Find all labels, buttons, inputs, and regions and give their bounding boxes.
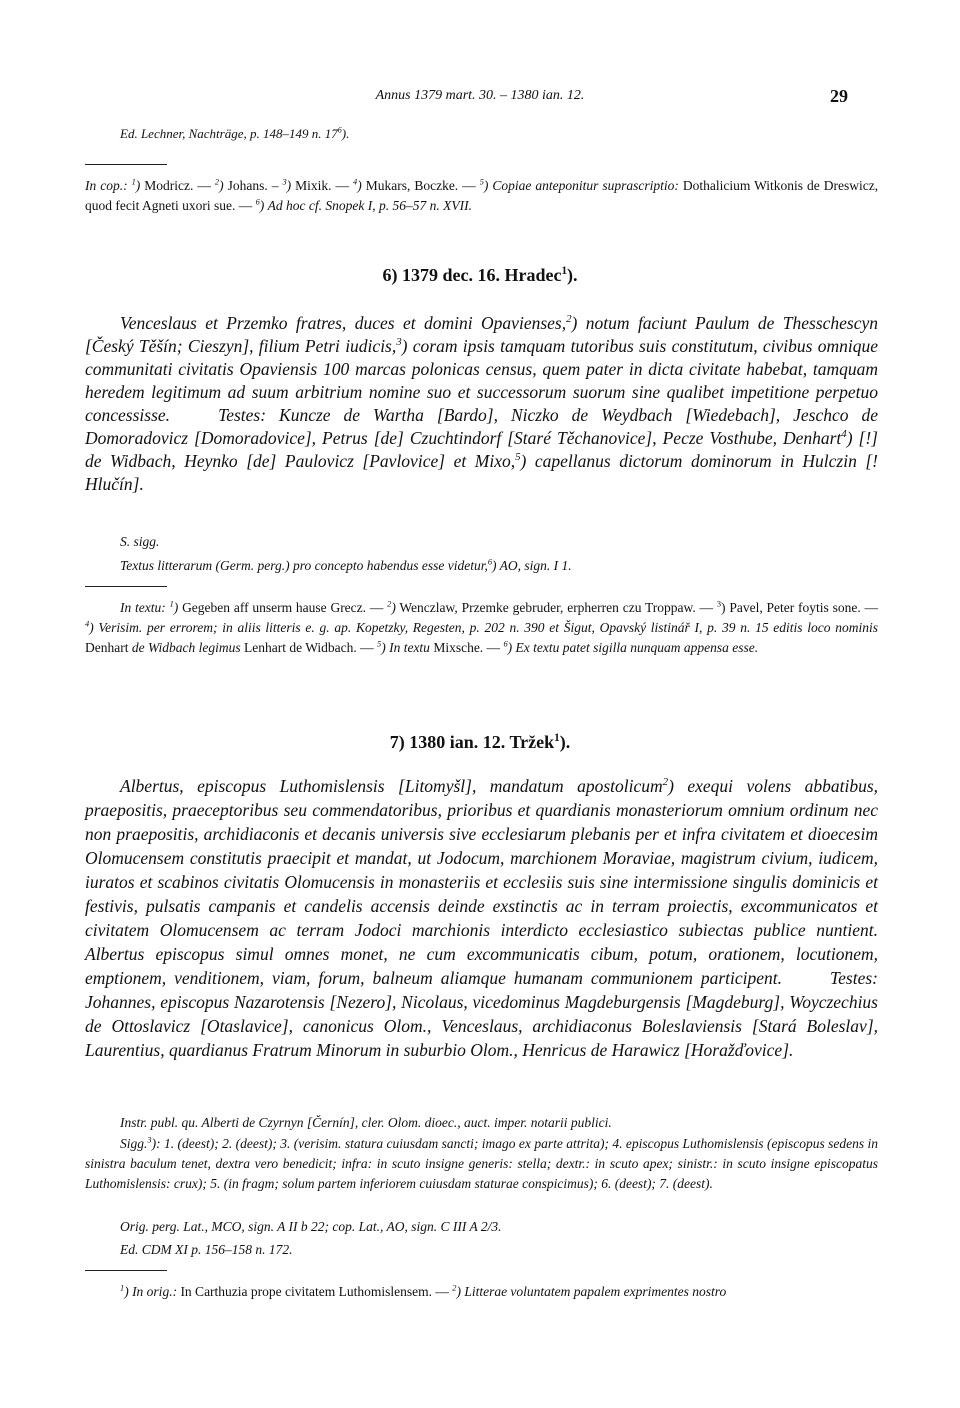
document-body: Albertus, episcopus Luthomislensis [Litomyšl], mandatum apostolicum$^2$) exequi volens abbatibus, praepositis, praeceptoribus seu commendatoribus, prioribus et quardianis monasteriorum omnium ordinum nec non praepositis, archidiaconis et decanis universis sive ecclesiarum plebanis per et infra civitatem et dioecesim Olomucensem constitutis praecipit et mandat, ut Jodocum, marchionem Moraviae, magistrum civium, iudicem, iuratos et scabinos civitatis Olomucensis in monasteriis et ecclesiis suis sine intermissione singulis dominicis et festivis, pulsatis campanis et candelis accensis deinde exstinctis ac in terram proiectis, excommunicatos et civitatem Olomucensem ac terram Jodoci marchionis interdicto ecclesiastico subiectas publice nuntient. Albertus episcopus simul omnes monet, ne cum excommunicatis cibum, potum, orationem, locutionem, emptionem, venditionem, viam, forum, balneum aliamque humanam communionem participent. Testes: Johannes, episcopus Nazarotensis [Nezero], Nicolaus, vicedominus Magdeburgensis [Magdeburg], Woyczechius de Ottoslavicz [Otaslavice], canonicus Olom., Venceslaus, archidiaconus Boleslaviensis [Stará Boleslav], Laurentius, quardianus Fratrum Minorum in suburbio Olom., Henricus de Harawicz [Horažďovice].	[85, 776, 879, 1060]
footnote-marker: 3	[396, 336, 402, 349]
running-head: Annus 1379 mart. 30. – 1380 ian. 12.	[375, 88, 585, 103]
witnesses-text: Testes: Johannes, episcopus Nazarotensis [Nezero], Nicolaus, vicedominus Magdeburgensis [Magdeburg], Woyczechius de Ottoslavicz [Otaslavice], canonicus Olom., Venceslaus, archidiaconus Boleslaviensis [Stará Boleslav], Laurentius, quardianus Fratrum Minorum in suburbio Olom., Henricus de Harawicz [Horažďovice].	[85, 968, 878, 1060]
footnote-text: In Carthuzia prope civitatem Luthomislensem. —	[180, 1284, 449, 1299]
footnote-divider	[85, 1270, 167, 1271]
footnote-lead: In cop.:	[85, 178, 128, 193]
instrument-note: Instr. publ. qu. Alberti de Czyrnyn [Černín], cler. Olom. dioec., auct. imper. notarii publici.	[120, 1115, 612, 1130]
footnote-marker: 2	[387, 599, 392, 609]
footnote-text: Ex textu patet sigilla nunquam appensa esse.	[515, 640, 759, 655]
footnote-text: Gegeben aff unserm hause Grecz. —	[182, 600, 384, 615]
footnotes-document-7: $^1$) In orig.: In Carthuzia prope civitatem Luthomislensem. — $^2$) Litterae voluntatem papalem exprimentes nostro	[120, 1283, 727, 1299]
footnote-text: Johans. –	[227, 178, 279, 193]
edition-reference	[120, 126, 349, 142]
heading-end: ).	[567, 265, 578, 285]
document-heading	[0, 732, 960, 753]
edition-reference: Ed. CDM XI p. 156–158 n. 172.	[120, 1242, 293, 1257]
heading-text: 7) 1380 ian. 12. Tržek	[389, 732, 555, 752]
footnote-marker: 1	[561, 265, 568, 277]
footnote-lead: In orig.:	[132, 1284, 178, 1299]
body-text: exequi volens abbatibus, praepositis, praeceptoribus seu commendatoribus, prioribus et quardianis monasteriorum omnium ordinum nec non praepositis, archidiaconis et decanis universis sive ecclesiarum plebanis per et infra civitatem et dioecesim Olomucensem constitutis praecipit et mandat, ut Jodocum, marchionem Moraviae, magistrum civium, iudicem, iuratos et scabinos civitatis Olomucensis in monasteriis et ecclesiis suis sine intermissione singulis dominicis et festivis, pulsatis campanis et candelis accensis deinde exstinctis ac in terram proiectis, excommunicatos et civitatem Olomucensem ac terram Jodoci marchionis interdicto ecclesiastico subiectas publice nuntient. Albertus episcopus simul omnes monet, ne cum excommunicatis cibum, potum, orationem, locutionem, emptionem, venditionem, viam, forum, balneum aliamque humanam communionem participent.	[85, 776, 879, 988]
body-text: Albertus, episcopus Luthomislensis [Litomyšl], mandatum apostolicum	[120, 776, 663, 796]
footnote-marker: 1	[169, 599, 174, 609]
footnote-text: In textu	[389, 640, 430, 655]
footnote-marker: 6	[487, 557, 493, 567]
footnote-divider	[85, 586, 167, 587]
footnote-text: Litterae voluntatem papalem exprimentes nostro	[464, 1284, 727, 1299]
seals-label: Sigg.	[120, 1136, 148, 1151]
footnote-marker: 5	[515, 451, 521, 464]
footnote-text: Verisim. per errorem; in aliis litteris e. g. ap. Kopetzky, Regesten, p. 202 n. 390 et Šigut, Opavský listinář I, p. 39 n. 15 editis loco nominis	[98, 620, 878, 635]
footnote-text: Copiae anteponitur suprascriptio:	[492, 178, 679, 193]
footnote-text: Lenhart de Widbach. —	[243, 640, 374, 655]
seal-note: S. sigg.	[120, 534, 160, 549]
footnotes-document-6: In textu: $^1$) Gegeben aff unserm hause Grecz. — $^2$) Wenczlaw, Przemke gebruder, erpherren czu Troppaw. — $^3$) Pavel, Peter foytis sone. — $^4$) Verisim. per errorem; in aliis litteris e. g. ap. Kopetzky, Regesten, p. 202 n. 390 et Šigut, Opavský listinář I, p. 39 n. 15 editis loco nominis Denhart de Widbach legimus Lenhart de Widbach. — $^5$) In textu Mixsche. — $^6$) Ex textu patet sigilla nunquam appensa esse.	[85, 599, 878, 655]
text-note: Textus litterarum (Germ. perg.) pro concepto habendus esse videtur,$^6$) AO, sign. I 1.	[120, 557, 572, 573]
footnote-marker: 3	[716, 599, 722, 609]
footnote-marker: 2	[452, 1283, 457, 1293]
witnesses-text: capellanus dictorum dominorum in Hulczin [! Hlučín].	[85, 451, 878, 494]
edition-reference-end: ).	[341, 126, 350, 141]
original-reference: Orig. perg. Lat., MCO, sign. A II b 22; cop. Lat., AO, sign. C III A 2/3.	[120, 1219, 502, 1234]
footnote-text: Modricz. —	[144, 178, 211, 193]
footnote-marker: 1	[554, 732, 560, 744]
footnote-text: de Widbach legimus	[131, 640, 241, 655]
footnote-text: Denhart	[85, 640, 129, 655]
footnote-text: Pavel, Peter foytis sone. —	[729, 600, 878, 615]
edition-reference-text: Ed. Lechner, Nachträge, p. 148–149 n. 17	[120, 126, 338, 141]
document-body: Venceslaus et Przemko fratres, duces et domini Opavienses,$^2$) notum faciunt Paulum de Thesschescyn [Český Těšín; Cieszyn], filium Petri iudicis,$^3$) coram ipsis tamquam tutoribus suis constitutum, civibus omnique communitati civitatis Opaviensis 100 marcas polonicas census, quem pater in dicta civitate habebat, tamquam heredem legitimum ad suum arbitrium nomine suo et successorum suorum sine qualibet impetitione perpetuo concessisse. Testes: Kuncze de Wartha [Bardo], Niczko de Weydbach [Wiedebach], Jeschco de Domoradovicz [Domoradovice], Petrus [de] Czuchtindorf [Staré Těchanovice], Pecze Vosthube, Denhart$^4$) [!] de Widbach, Heynko [de] Paulovicz [Pavlovice] et Mixo,$^5$) capellanus dictorum dominorum in Hulczin [! Hlučín].	[85, 313, 879, 494]
footnote-marker: 3	[282, 177, 287, 187]
heading-text: 6) 1379 dec. 16. Hradec	[382, 265, 562, 285]
footnote-text: Ad hoc cf. Snopek I, p. 56–57 n. XVII.	[267, 198, 472, 213]
footnote-marker: 4	[353, 177, 358, 187]
heading-end: ).	[559, 732, 571, 752]
footnotes-previous-entry: In cop.: $^1$) Modricz. — $^2$) Johans. – $^3$) Mixik. — $^4$) Mukars, Boczke. — $^5$) Copiae anteponitur suprascriptio: Dothalicium Witkonis de Dreswicz, quod fecit Agneti uxori sue. — $^6$) Ad hoc cf. Snopek I, p. 56–57 n. XVII.	[85, 177, 879, 213]
body-text: Venceslaus et Przemko fratres, duces et domini Opavienses,	[120, 313, 567, 333]
body-text: notum faciunt Paulum de Thesschescyn [Český Těšín; Cieszyn], filium Petri iudicis,	[85, 313, 879, 356]
footnote-marker: 2	[214, 177, 220, 187]
footnote-marker: 4	[85, 619, 90, 629]
footnote-text: Mixik. —	[295, 178, 350, 193]
witnesses-text: Testes: Kuncze de Wartha [Bardo], Niczko de Weydbach [Wiedebach], Jeschco de Domoradovicz [Domoradovice], Petrus [de] Czuchtindorf [Staré Těchanovice], Pecze Vosthube, Denhart	[85, 405, 878, 448]
seals-text: ): 1. (deest); 2. (deest); 3. (verisim. statura cuiusdam sancti; imago ex parte attrita); 4. episcopus Luthomislensis (episcopus sedens in sinistra baculum tenet, dextra vero benedicit; infra: in scuto insigne generis: stella; dextr.: in scuto apex; sinistr.: in scuto insigne episcopatus Luthomislensis: crux); 5. (in fragm; solum partem inferiorem cuiusdam staturae conspicimus); 6. (deest); 7. (deest).	[85, 1136, 878, 1191]
footnote-text: Mukars, Boczke. —	[365, 178, 476, 193]
footnote-marker: 2	[662, 776, 669, 789]
footnote-lead: In textu:	[120, 600, 166, 615]
footnote-text: Dothalicium Witkonis de Dreswicz, quod fecit Agneti uxori sue. —	[85, 178, 879, 213]
footnote-marker: 5	[377, 639, 382, 649]
footnote-marker: 5	[479, 177, 484, 187]
note-text: AO, sign. I 1.	[499, 558, 572, 573]
footnote-text: Wenczlaw, Przemke gebruder, erpherren czu Troppaw. —	[399, 600, 714, 615]
body-text: coram ipsis tamquam tutoribus suis constitutum, civibus omnique communitati civitatis Opaviensis 100 marcas polonicas census, quem pater in dicta civitate habebat, tamquam heredem legitimum ad suum arbitrium nomine suo et successorum suorum sine qualibet impetitione perpetuo concessisse.	[85, 336, 879, 425]
footnote-marker: 6	[503, 639, 508, 649]
footnote-marker: 6	[255, 197, 260, 207]
witnesses-text: [!] de Widbach, Heynko [de] Paulovicz [Pavlovice] et Mixo,	[85, 428, 878, 471]
footnote-marker: 6	[337, 125, 342, 135]
footnote-marker: 1	[131, 177, 136, 187]
page-number: 29	[830, 86, 848, 106]
footnote-marker: 2	[566, 313, 572, 326]
document-heading	[0, 265, 960, 286]
footnote-marker: 1	[120, 1283, 125, 1293]
footnote-marker: 3	[147, 1135, 152, 1145]
footnote-marker: 4	[841, 428, 847, 441]
footnote-divider	[85, 164, 167, 165]
note-text: Textus litterarum (Germ. perg.) pro concepto habendus esse videtur,	[120, 558, 488, 573]
seals-description	[85, 1134, 878, 1194]
footnote-text: Mixsche. —	[433, 640, 501, 655]
